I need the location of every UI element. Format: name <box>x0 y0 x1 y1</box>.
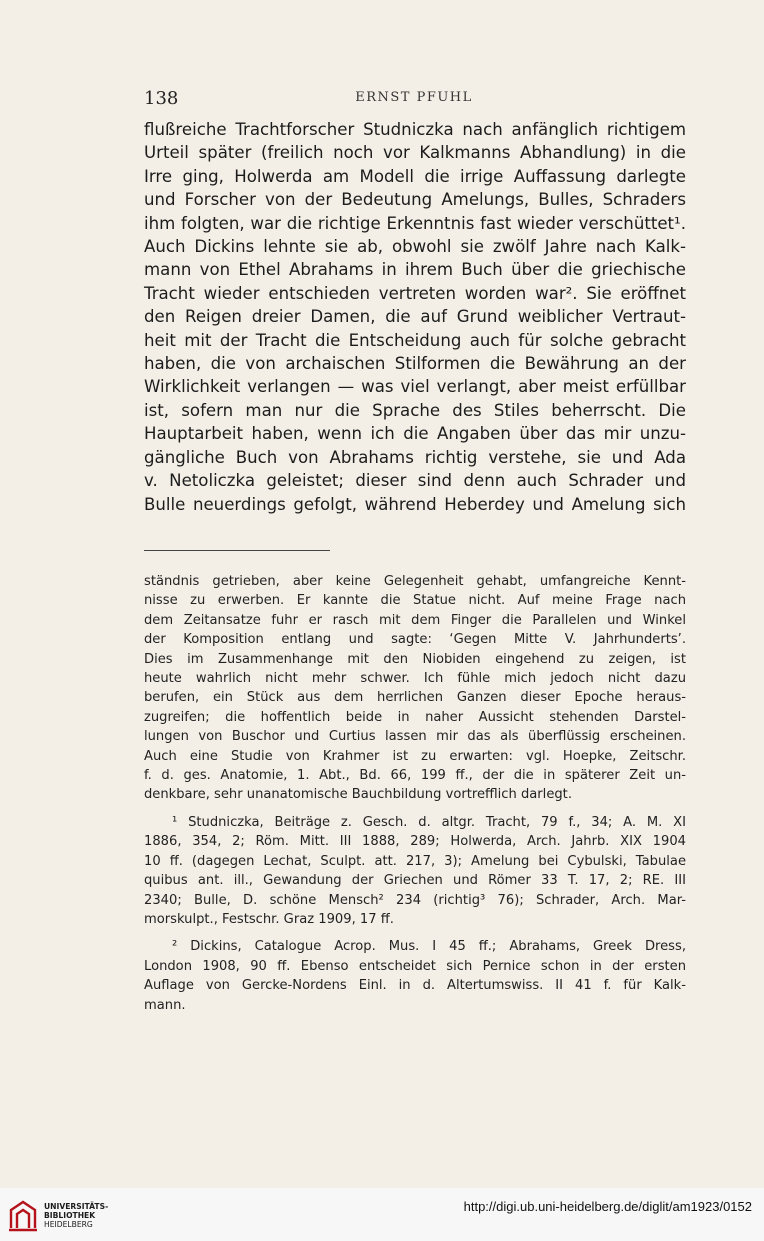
text-line: und Forscher von der Bedeutung Amelungs, Bulles, Schraders <box>144 190 686 210</box>
footnote-line: Auflage von Gercke-Nordens Einl. in d. Altertumswiss. II 41 f. für Kalk- <box>144 978 686 994</box>
text-line: heit mit der Tracht die Entscheidung auch für solche gebracht <box>144 330 686 350</box>
running-head <box>144 88 684 110</box>
footnote-line: zugreifen; die hoffentlich beide in naher Aussicht stehenden Darstel- <box>144 709 686 725</box>
text-line: Urteil später (freilich noch vor Kalkmanns Abhandlung) in die <box>144 143 686 163</box>
footnote-line: ¹ Studniczka, Beiträge z. Gesch. d. altgr. Tracht, 79 f., 34; A. M. XI <box>172 814 686 830</box>
footnote-line: London 1908, 90 ff. Ebenso entscheidet sich Pernice schon in der ersten <box>144 958 686 974</box>
footnote-line: quibus ant. ill., Gewandung der Griechen und Römer 33 T. 17, 2; RE. III <box>144 873 686 889</box>
footnote-line: der Komposition entlang und sagte: ‘Gegen Mitte V. Jahrhunderts’. <box>144 632 686 648</box>
footnote-line: ² Dickins, Catalogue Acrop. Mus. I 45 ff.; Abrahams, Greek Dress, <box>172 939 686 955</box>
library-logo[interactable] <box>8 1196 128 1236</box>
footnote-line: ständnis getrieben, aber keine Gelegenheit gehabt, umfangreiche Kennt- <box>144 574 686 589</box>
footnote-line: lungen von Buschor und Curtius lassen mir das als überflüssig erscheinen. <box>144 729 686 745</box>
footnote-line: nisse zu erwerben. Er kannte die Statue nicht. Auf meine Frage nach <box>144 593 686 609</box>
text-line: v. Netoliczka geleistet; dieser sind denn auch Schrader und <box>144 471 686 491</box>
text-line: ihm folgten, war die richtige Erkenntnis fast wieder verschüttet¹. <box>144 213 686 233</box>
footnote-line: morskulpt., Festschr. Graz 1909, 17 ff. <box>144 911 394 927</box>
text-line: gängliche Buch von Abrahams richtig verstehe, sie und Ada <box>144 447 686 467</box>
footnote-line: Auch eine Studie von Krahmer ist zu erwarten: vgl. Hoepke, Zeitschr. <box>144 748 686 764</box>
footnote-continuation <box>144 572 686 805</box>
footnotes <box>144 572 686 1015</box>
text-line: haben, die von archaischen Stilformen die Bewährung an der <box>144 354 686 374</box>
page-number: 138 <box>144 88 179 109</box>
permalink-url[interactable]: http://digi.ub.uni-heidelberg.de/diglit/am1923/0152 <box>463 1199 752 1214</box>
footnote-1 <box>144 813 686 929</box>
text-line: den Reigen dreier Damen, die auf Grund weiblicher Vertraut- <box>144 307 686 327</box>
footnote-2 <box>144 937 686 1015</box>
text-line: Wirklichkeit verlangen — was viel verlangt, aber meist erfüllbar <box>144 377 686 397</box>
library-logo-icon <box>8 1198 38 1232</box>
footnote-line: 2340; Bulle, D. schöne Mensch² 234 (richtig³ 76); Schrader, Arch. Mar- <box>144 892 686 908</box>
logo-line: UNIVERSITÄTS- <box>44 1202 109 1211</box>
footnote-line: mann. <box>144 997 186 1013</box>
footnote-line: f. d. ges. Anatomie, 1. Abt., Bd. 66, 199 ff., der die in späterer Zeit un- <box>144 768 686 784</box>
logo-line: HEIDELBERG <box>44 1220 93 1229</box>
footnote-separator <box>144 550 330 551</box>
footnote-line: heute wahrlich nicht mehr schwer. Ich fühle mich jedoch nicht dazu <box>144 671 686 687</box>
text-line: Tracht wieder entschieden vertreten worden war². Sie eröffnet <box>144 283 686 303</box>
text-line: flußreiche Trachtforscher Studniczka nach anfänglich richtigem <box>144 120 686 139</box>
text-line: Auch Dickins lehnte sie ab, obwohl sie zwölf Jahre nach Kalk- <box>144 237 686 257</box>
text-line: ist, sofern man nur die Sprache des Stiles beherrscht. Die <box>144 400 686 420</box>
footnote-line: 1886, 354, 2; Röm. Mitt. III 1888, 289; Holwerda, Arch. Jahrb. XIX 1904 <box>144 834 686 850</box>
footnote-line: 10 ff. (dagegen Lechat, Sculpt. att. 217, 3); Amelung bei Cybulski, Tabulae <box>144 853 686 869</box>
viewer-footer <box>0 1188 764 1241</box>
text-line: mann von Ethel Abrahams in ihrem Buch über die griechische <box>144 260 686 280</box>
running-title: ERNST PFUHL <box>355 90 473 105</box>
text-line: Hauptarbeit haben, wenn ich die Angaben über das mir unzu- <box>144 424 686 444</box>
logo-line: BIBLIOTHEK <box>44 1211 96 1220</box>
footnote-line: dem Zeitansatze fuhr er rasch mit dem Finger die Parallelen und Winkel <box>144 612 686 628</box>
footnote-line: Dies im Zusammenhange mit den Niobiden eingehend zu zeigen, ist <box>144 651 686 667</box>
main-text <box>144 118 686 516</box>
footnote-line: denkbare, sehr unanatomische Bauchbildung vortrefflich darlegt. <box>144 787 572 803</box>
text-line: Irre ging, Holwerda am Modell die irrige Auffassung darlegte <box>144 166 686 186</box>
footnote-line: berufen, ein Stück aus dem herrlichen Ganzen dieser Epoche heraus- <box>144 690 686 706</box>
text-line: Bulle neuerdings gefolgt, während Heberdey und Amelung sich <box>144 494 686 514</box>
library-logo-text <box>44 1202 108 1229</box>
